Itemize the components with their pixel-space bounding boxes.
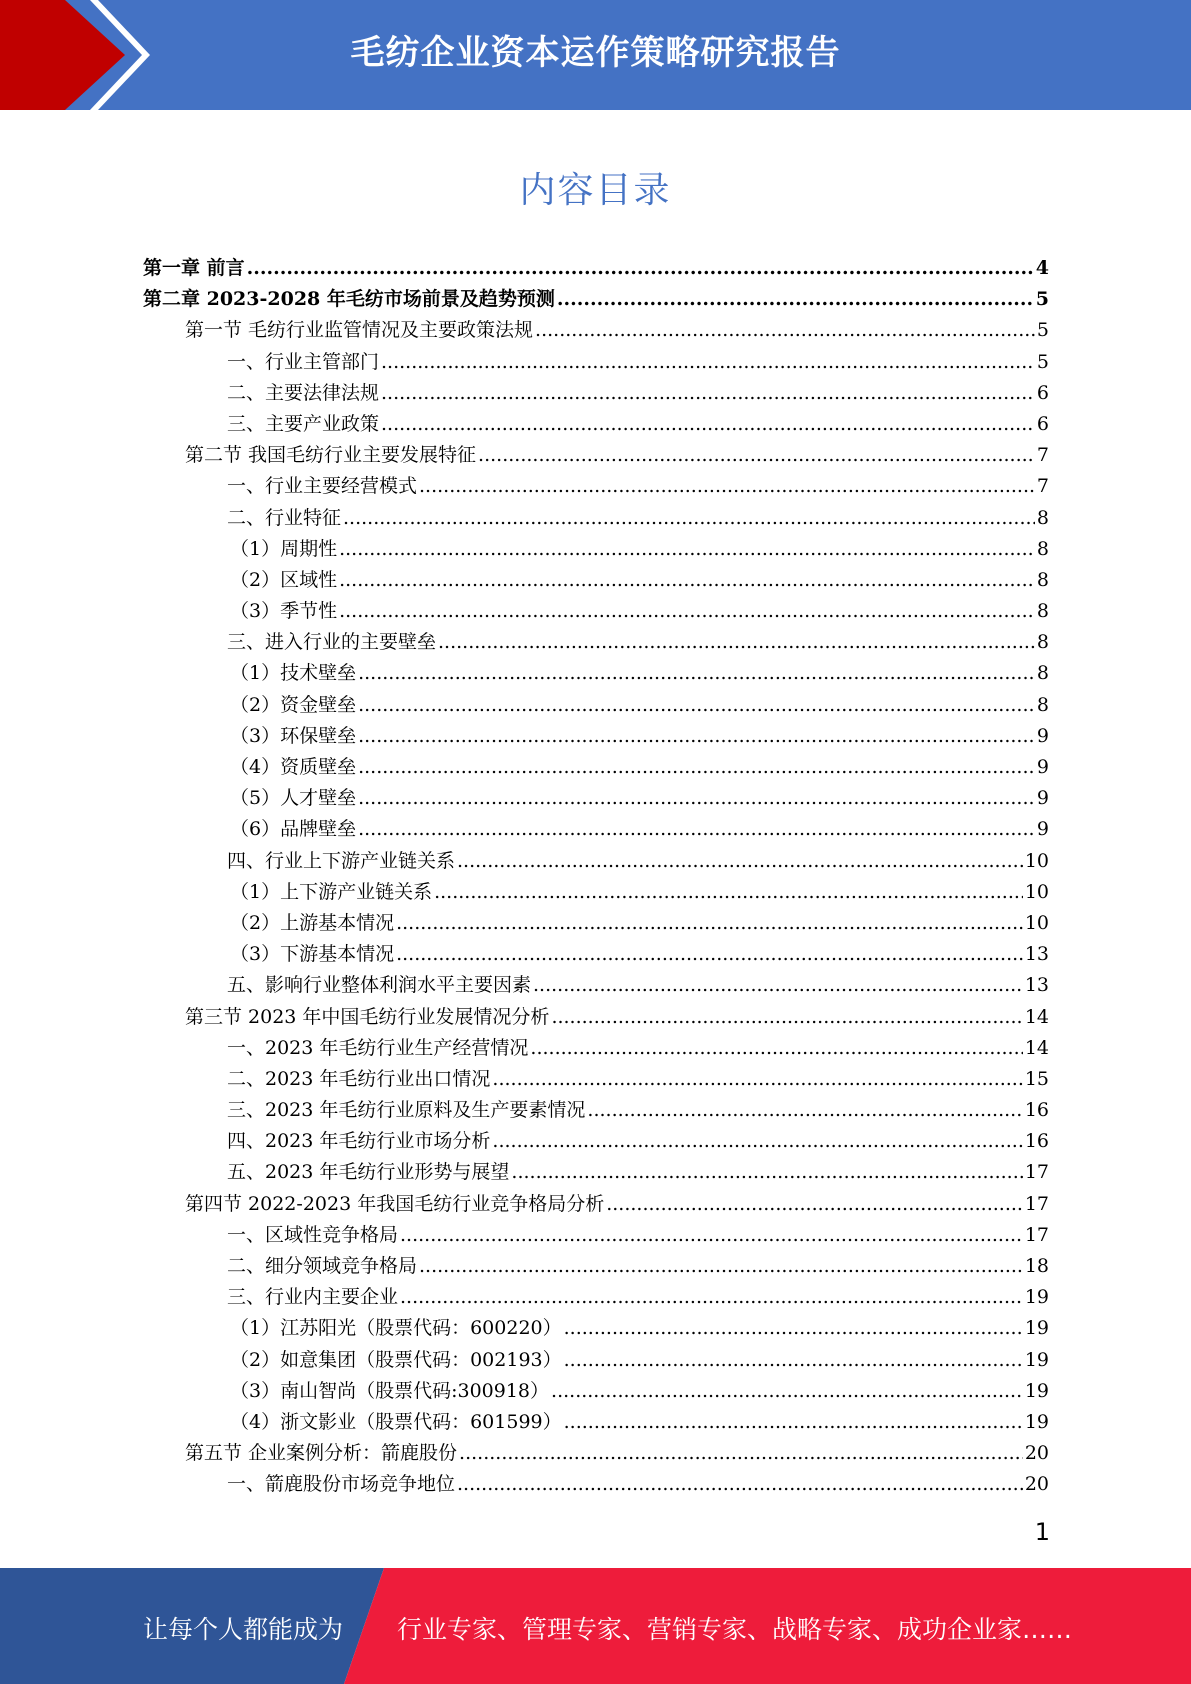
- toc-entry-page: 10: [1024, 880, 1049, 903]
- toc-entry-page: 20: [1024, 1442, 1049, 1465]
- toc-entry[interactable]: [143, 1002, 1049, 1033]
- toc-entry-label: 五、2023 年毛纺行业形势与展望: [227, 1161, 510, 1184]
- toc-entry-label: 第四节 2022-2023 年我国毛纺行业竞争格局分析: [185, 1192, 605, 1215]
- toc-entry-label: 三、进入行业的主要壁垒: [227, 631, 437, 654]
- toc-dot-leader: [400, 1282, 1023, 1313]
- toc-entry[interactable]: [143, 1376, 1049, 1407]
- toc-entry[interactable]: [143, 565, 1049, 596]
- toc-entry-page: 17: [1024, 1161, 1049, 1184]
- toc-entry-page: 8: [1036, 568, 1049, 591]
- toc-dot-leader: [492, 1064, 1022, 1095]
- toc-entry[interactable]: [143, 284, 1049, 315]
- toc-dot-leader: [358, 752, 1035, 783]
- toc-entry[interactable]: [143, 534, 1049, 565]
- toc-heading: 内容目录: [519, 170, 672, 211]
- toc-entry-label: 二、行业特征: [227, 506, 342, 529]
- toc-entry-page: 8: [1036, 506, 1049, 529]
- toc-entry-page: 6: [1036, 412, 1049, 435]
- toc-entry-label: （2）如意集团（股票代码：002193）: [230, 1348, 562, 1371]
- toc-entry[interactable]: [143, 814, 1049, 845]
- toc-entry-label: 三、主要产业政策: [227, 412, 380, 435]
- toc-entry-page: 19: [1024, 1286, 1049, 1309]
- toc-entry[interactable]: [143, 627, 1049, 658]
- toc-entry[interactable]: [143, 596, 1049, 627]
- toc-dot-leader: [381, 409, 1035, 440]
- toc-entry-page: 7: [1036, 475, 1049, 498]
- toc-entry-page: 13: [1024, 974, 1049, 997]
- toc-entry[interactable]: [143, 877, 1049, 908]
- toc-entry[interactable]: [143, 1095, 1049, 1126]
- toc-entry-label: （2）区域性: [230, 568, 338, 591]
- toc-entry-page: 14: [1024, 1005, 1049, 1028]
- toc-entry-label: 一、区域性竞争格局: [227, 1223, 399, 1246]
- toc-entry[interactable]: [143, 752, 1049, 783]
- toc-entry[interactable]: [143, 846, 1049, 877]
- toc-entry-label: 二、主要法律法规: [227, 381, 380, 404]
- toc-entry-page: 17: [1024, 1192, 1049, 1215]
- toc-entry-page: 15: [1024, 1067, 1049, 1090]
- toc-entry[interactable]: [143, 939, 1049, 970]
- toc-entry[interactable]: [143, 1313, 1049, 1344]
- toc-dot-leader: [564, 1407, 1023, 1438]
- toc-entry[interactable]: [143, 970, 1049, 1001]
- toc-dot-leader: [457, 846, 1023, 877]
- footer-tagline: 行业专家、管理专家、营销专家、战略专家、成功企业家……: [397, 1615, 1073, 1644]
- toc-dot-leader: [457, 1469, 1023, 1500]
- toc-entry-label: （5）人才壁垒: [230, 787, 357, 810]
- toc-entry-page: 7: [1036, 444, 1049, 467]
- toc-entry[interactable]: [143, 503, 1049, 534]
- toc-entry-page: 10: [1024, 911, 1049, 934]
- toc-entry-page: 9: [1036, 787, 1049, 810]
- toc-entry-label: 第一章 前言: [143, 257, 245, 279]
- toc-dot-leader: [396, 908, 1023, 939]
- toc-dot-leader: [606, 1189, 1023, 1220]
- toc-dot-leader: [419, 471, 1035, 502]
- toc-dot-leader: [511, 1157, 1022, 1188]
- toc-entry-label: （1）上下游产业链关系: [230, 880, 433, 903]
- toc-entry-page: 9: [1036, 724, 1049, 747]
- toc-dot-leader: [358, 814, 1035, 845]
- toc-entry[interactable]: [143, 1189, 1049, 1220]
- toc-entry[interactable]: [143, 1469, 1049, 1500]
- toc-entry-label: 第一节 毛纺行业监管情况及主要政策法规: [185, 319, 534, 342]
- toc-entry[interactable]: [143, 783, 1049, 814]
- toc-entry-label: （6）品牌壁垒: [230, 818, 357, 841]
- toc-entry[interactable]: [143, 1438, 1049, 1469]
- toc-entry[interactable]: [143, 347, 1049, 378]
- toc-entry-page: 4: [1035, 257, 1049, 279]
- toc-entry-page: 8: [1036, 600, 1049, 623]
- toc-entry-label: 第五节 企业案例分析：箭鹿股份: [185, 1442, 458, 1465]
- toc-entry[interactable]: [143, 1220, 1049, 1251]
- toc-entry-page: 8: [1036, 693, 1049, 716]
- toc-dot-leader: [551, 1376, 1023, 1407]
- toc-dot-leader: [381, 378, 1035, 409]
- toc-dot-leader: [358, 658, 1035, 689]
- toc-dot-leader: [478, 440, 1035, 471]
- toc-dot-leader: [535, 315, 1035, 346]
- toc-entry-label: （4）资质壁垒: [230, 756, 357, 778]
- toc-dot-leader: [434, 877, 1023, 908]
- toc-entry[interactable]: [143, 1033, 1049, 1064]
- toc-entry-label: （3）环保壁垒: [230, 724, 357, 747]
- toc-dot-leader: [459, 1438, 1023, 1469]
- toc-entry-page: 14: [1024, 1036, 1049, 1059]
- toc-entry-page: 19: [1024, 1317, 1049, 1340]
- toc-entry-label: 一、行业主管部门: [227, 350, 380, 373]
- toc-entry[interactable]: [143, 471, 1049, 502]
- toc-dot-leader: [381, 347, 1035, 378]
- toc-entry-page: 5: [1036, 350, 1049, 373]
- toc-entry-label: （2）上游基本情况: [230, 911, 395, 934]
- toc-dot-leader: [358, 721, 1035, 752]
- toc-entry-page: 20: [1024, 1473, 1049, 1496]
- toc-entry-page: 16: [1024, 1099, 1049, 1122]
- toc-entry-page: 19: [1024, 1379, 1049, 1402]
- toc-dot-leader: [358, 783, 1035, 814]
- toc-entry-label: 二、细分领域竞争格局: [227, 1255, 418, 1277]
- toc-entry[interactable]: [143, 1157, 1049, 1188]
- toc-entry[interactable]: [143, 721, 1049, 752]
- toc-entry-label: （1）技术壁垒: [230, 662, 357, 685]
- toc-dot-leader: [551, 1002, 1022, 1033]
- toc-dot-leader: [438, 627, 1035, 658]
- toc-entry[interactable]: [143, 315, 1049, 346]
- toc-entry[interactable]: [143, 378, 1049, 409]
- toc-entry-label: （1）周期性: [230, 537, 338, 560]
- toc-entry[interactable]: [143, 1407, 1049, 1438]
- toc-dot-leader: [343, 503, 1035, 534]
- toc-entry-label: 三、2023 年毛纺行业原料及生产要素情况: [227, 1099, 586, 1122]
- toc-entry-label: （3）季节性: [230, 600, 338, 623]
- toc-entry-page: 6: [1036, 381, 1049, 404]
- toc-entry-label: 第三节 2023 年中国毛纺行业发展情况分析: [185, 1005, 550, 1028]
- toc-dot-leader: [358, 690, 1035, 721]
- toc-dot-leader: [530, 1033, 1022, 1064]
- toc-entry-label: 四、2023 年毛纺行业市场分析: [227, 1130, 491, 1153]
- toc-entry[interactable]: [143, 1345, 1049, 1376]
- toc-dot-leader: [557, 284, 1034, 315]
- report-title: 毛纺企业资本运作策略研究报告: [350, 33, 841, 73]
- toc-entry[interactable]: [143, 1282, 1049, 1313]
- toc-entry-page: 19: [1024, 1348, 1049, 1371]
- toc-entry-label: 五、影响行业整体利润水平主要因素: [227, 974, 532, 997]
- page-number: 1: [1034, 1518, 1050, 1546]
- toc-dot-leader: [247, 253, 1034, 284]
- toc-entry-page: 8: [1036, 631, 1049, 654]
- toc-entry-label: 第二章 2023-2028 年毛纺市场前景及趋势预测: [143, 288, 555, 311]
- toc-entry-page: 9: [1036, 756, 1049, 778]
- toc-entry-label: （3）下游基本情况: [230, 943, 395, 966]
- toc-dot-leader: [564, 1313, 1023, 1344]
- toc-entry-page: 5: [1036, 319, 1049, 342]
- toc-entry-label: （1）江苏阳光（股票代码：600220）: [230, 1317, 562, 1340]
- toc-entry-label: （4）浙文影业（股票代码：601599）: [230, 1410, 562, 1433]
- toc-entry[interactable]: [143, 409, 1049, 440]
- toc-entry-page: 13: [1024, 943, 1049, 966]
- toc-entry-page: 5: [1035, 288, 1049, 311]
- toc-entry[interactable]: [143, 253, 1049, 284]
- toc-entry-label: （3）南山智尚（股票代码:300918）: [230, 1379, 550, 1402]
- toc-entry[interactable]: [143, 1064, 1049, 1095]
- toc-entry-label: 三、行业内主要企业: [227, 1286, 399, 1309]
- toc-entry-page: 8: [1036, 537, 1049, 560]
- toc-dot-leader: [339, 596, 1035, 627]
- toc-dot-leader: [419, 1251, 1023, 1282]
- toc-dot-leader: [339, 565, 1035, 596]
- toc-entry-label: 一、行业主要经营模式: [227, 475, 418, 498]
- toc-entry-page: 9: [1036, 818, 1049, 841]
- toc-entry-label: 一、箭鹿股份市场竞争地位: [227, 1473, 456, 1496]
- toc-entry[interactable]: [143, 440, 1049, 471]
- toc-entry-label: 一、2023 年毛纺行业生产经营情况: [227, 1036, 529, 1059]
- footer-slogan: 让每个人都能成为: [143, 1615, 344, 1644]
- toc-entry-label: 第二节 我国毛纺行业主要发展特征: [185, 444, 477, 467]
- toc-entry-page: 16: [1024, 1130, 1049, 1153]
- toc-entry[interactable]: [143, 690, 1049, 721]
- toc-dot-leader: [533, 970, 1023, 1001]
- toc-entry-label: （2）资金壁垒: [230, 693, 357, 716]
- toc-dot-leader: [492, 1126, 1022, 1157]
- toc-entry[interactable]: [143, 1251, 1049, 1282]
- toc-entry[interactable]: [143, 1126, 1049, 1157]
- toc-entry-page: 19: [1024, 1410, 1049, 1433]
- toc-entry[interactable]: [143, 658, 1049, 689]
- toc-entry-label: 四、行业上下游产业链关系: [227, 849, 456, 872]
- toc-entry-page: 10: [1024, 849, 1049, 872]
- toc-dot-leader: [339, 534, 1035, 565]
- toc-entry-page: 18: [1024, 1255, 1049, 1277]
- toc-entry-label: 二、2023 年毛纺行业出口情况: [227, 1067, 491, 1090]
- toc-dot-leader: [400, 1220, 1023, 1251]
- toc-dot-leader: [564, 1345, 1023, 1376]
- toc-entry-page: 17: [1024, 1223, 1049, 1246]
- toc-dot-leader: [587, 1095, 1022, 1126]
- toc-entry[interactable]: [143, 908, 1049, 939]
- toc-dot-leader: [396, 939, 1023, 970]
- table-of-contents: [143, 253, 1049, 1501]
- toc-entry-page: 8: [1036, 662, 1049, 685]
